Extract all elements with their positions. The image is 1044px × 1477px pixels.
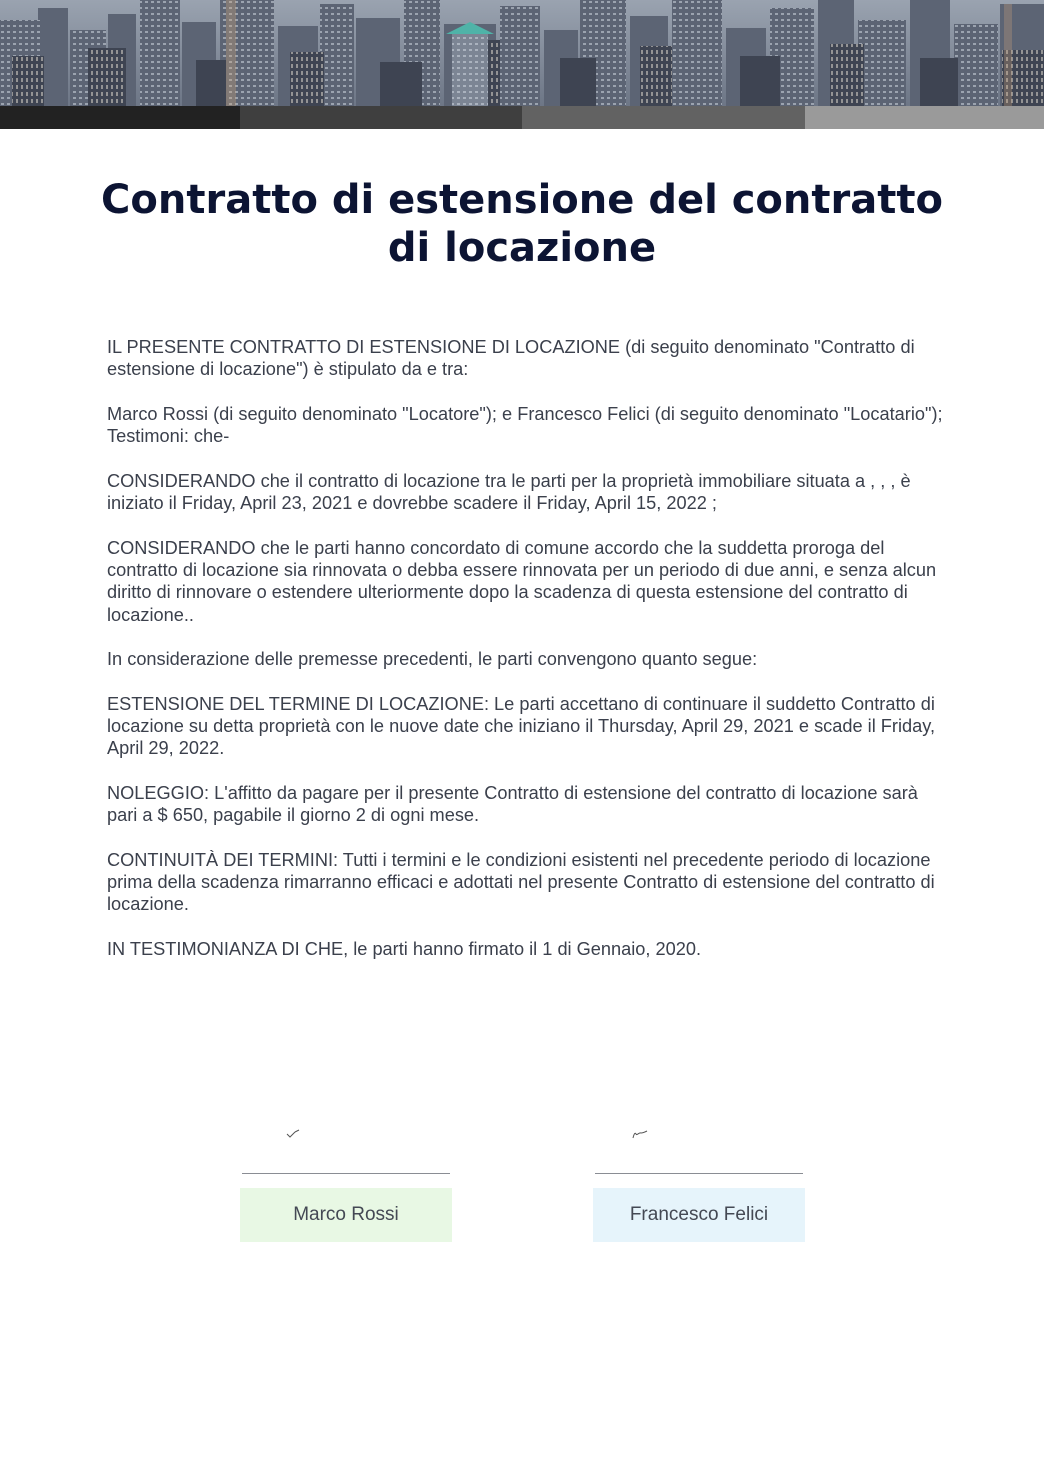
city-skyline-image [0, 0, 1044, 106]
strip-segment-3 [522, 106, 805, 129]
strip-segment-1 [0, 106, 240, 129]
term-extension-paragraph: ESTENSIONE DEL TERMINE DI LOCAZIONE: Le parti accettano di continuare il suddetto Contratto di locazione su detta proprietà con le nuove date che iniziano il Thursday, April 29, 2021 e scade il Friday, April 29, 2022. [107, 693, 936, 759]
parties-paragraph: Marco Rossi (di seguito denominato "Locatore"); e Francesco Felici (di seguito denominato "Locatario"); Testimoni: che- [107, 403, 943, 447]
whereas-paragraph-1: CONSIDERANDO che il contratto di locazione tra le parti per la proprietà immobiliare situata a , , , è iniziato il Friday, April 23, 2021 e dovrebbe scadere il Friday, April 15, 2022 ; [107, 470, 911, 514]
continuity-paragraph: CONTINUITÀ DEI TERMINI: Tutti i termini e le condizioni esistenti nel precedente periodo di locazione prima della scadenza rimarranno efficaci e adottati nel presente Contratto di estensione del contratto di locazione. [107, 849, 935, 915]
intro-paragraph: IL PRESENTE CONTRATTO DI ESTENSIONE DI LOCAZIONE (di seguito denominato "Contratto di estensione di locazione") è stipulato da e tra: [107, 337, 915, 380]
landlord-signature-block [240, 1127, 452, 1243]
strip-segment-2 [240, 106, 522, 129]
tenant-signature-mark [631, 1127, 649, 1141]
landlord-signature-mark [286, 1127, 302, 1141]
document-title: Contratto di estensione del contratto di locazione [101, 177, 943, 271]
whereas-paragraph-2: CONSIDERANDO che le parti hanno concordato di comune accordo che la suddetta proroga del contratto di locazione sia rinnovata o debba essere rinnovata per un periodo di due anni, e senza alcun diritto di rinnovare o estendere ulteriormente dopo la scadenza di questa estensione del contratto di locazione.. [107, 537, 937, 625]
witness-paragraph: IN TESTIMONIANZA DI CHE, le parti hanno firmato il 1 di Gennaio, 2020. [107, 939, 702, 960]
header-color-strip [0, 106, 1044, 129]
landlord-signature-line [242, 1173, 450, 1174]
consideration-paragraph: In considerazione delle premesse precedenti, le parti convengono quanto segue: [107, 649, 758, 670]
tenant-name-box: Francesco Felici [593, 1188, 805, 1242]
landlord-name-box: Marco Rossi [240, 1188, 452, 1242]
tenant-signature-block [593, 1127, 805, 1243]
strip-segment-4 [805, 106, 1044, 129]
tenant-signature-line [595, 1173, 803, 1174]
document-body [107, 336, 943, 983]
rent-paragraph: NOLEGGIO: L'affitto da pagare per il presente Contratto di estensione del contratto di locazione sarà pari a $ 650, pagabile il giorno 2 di ogni mese. [107, 782, 918, 826]
